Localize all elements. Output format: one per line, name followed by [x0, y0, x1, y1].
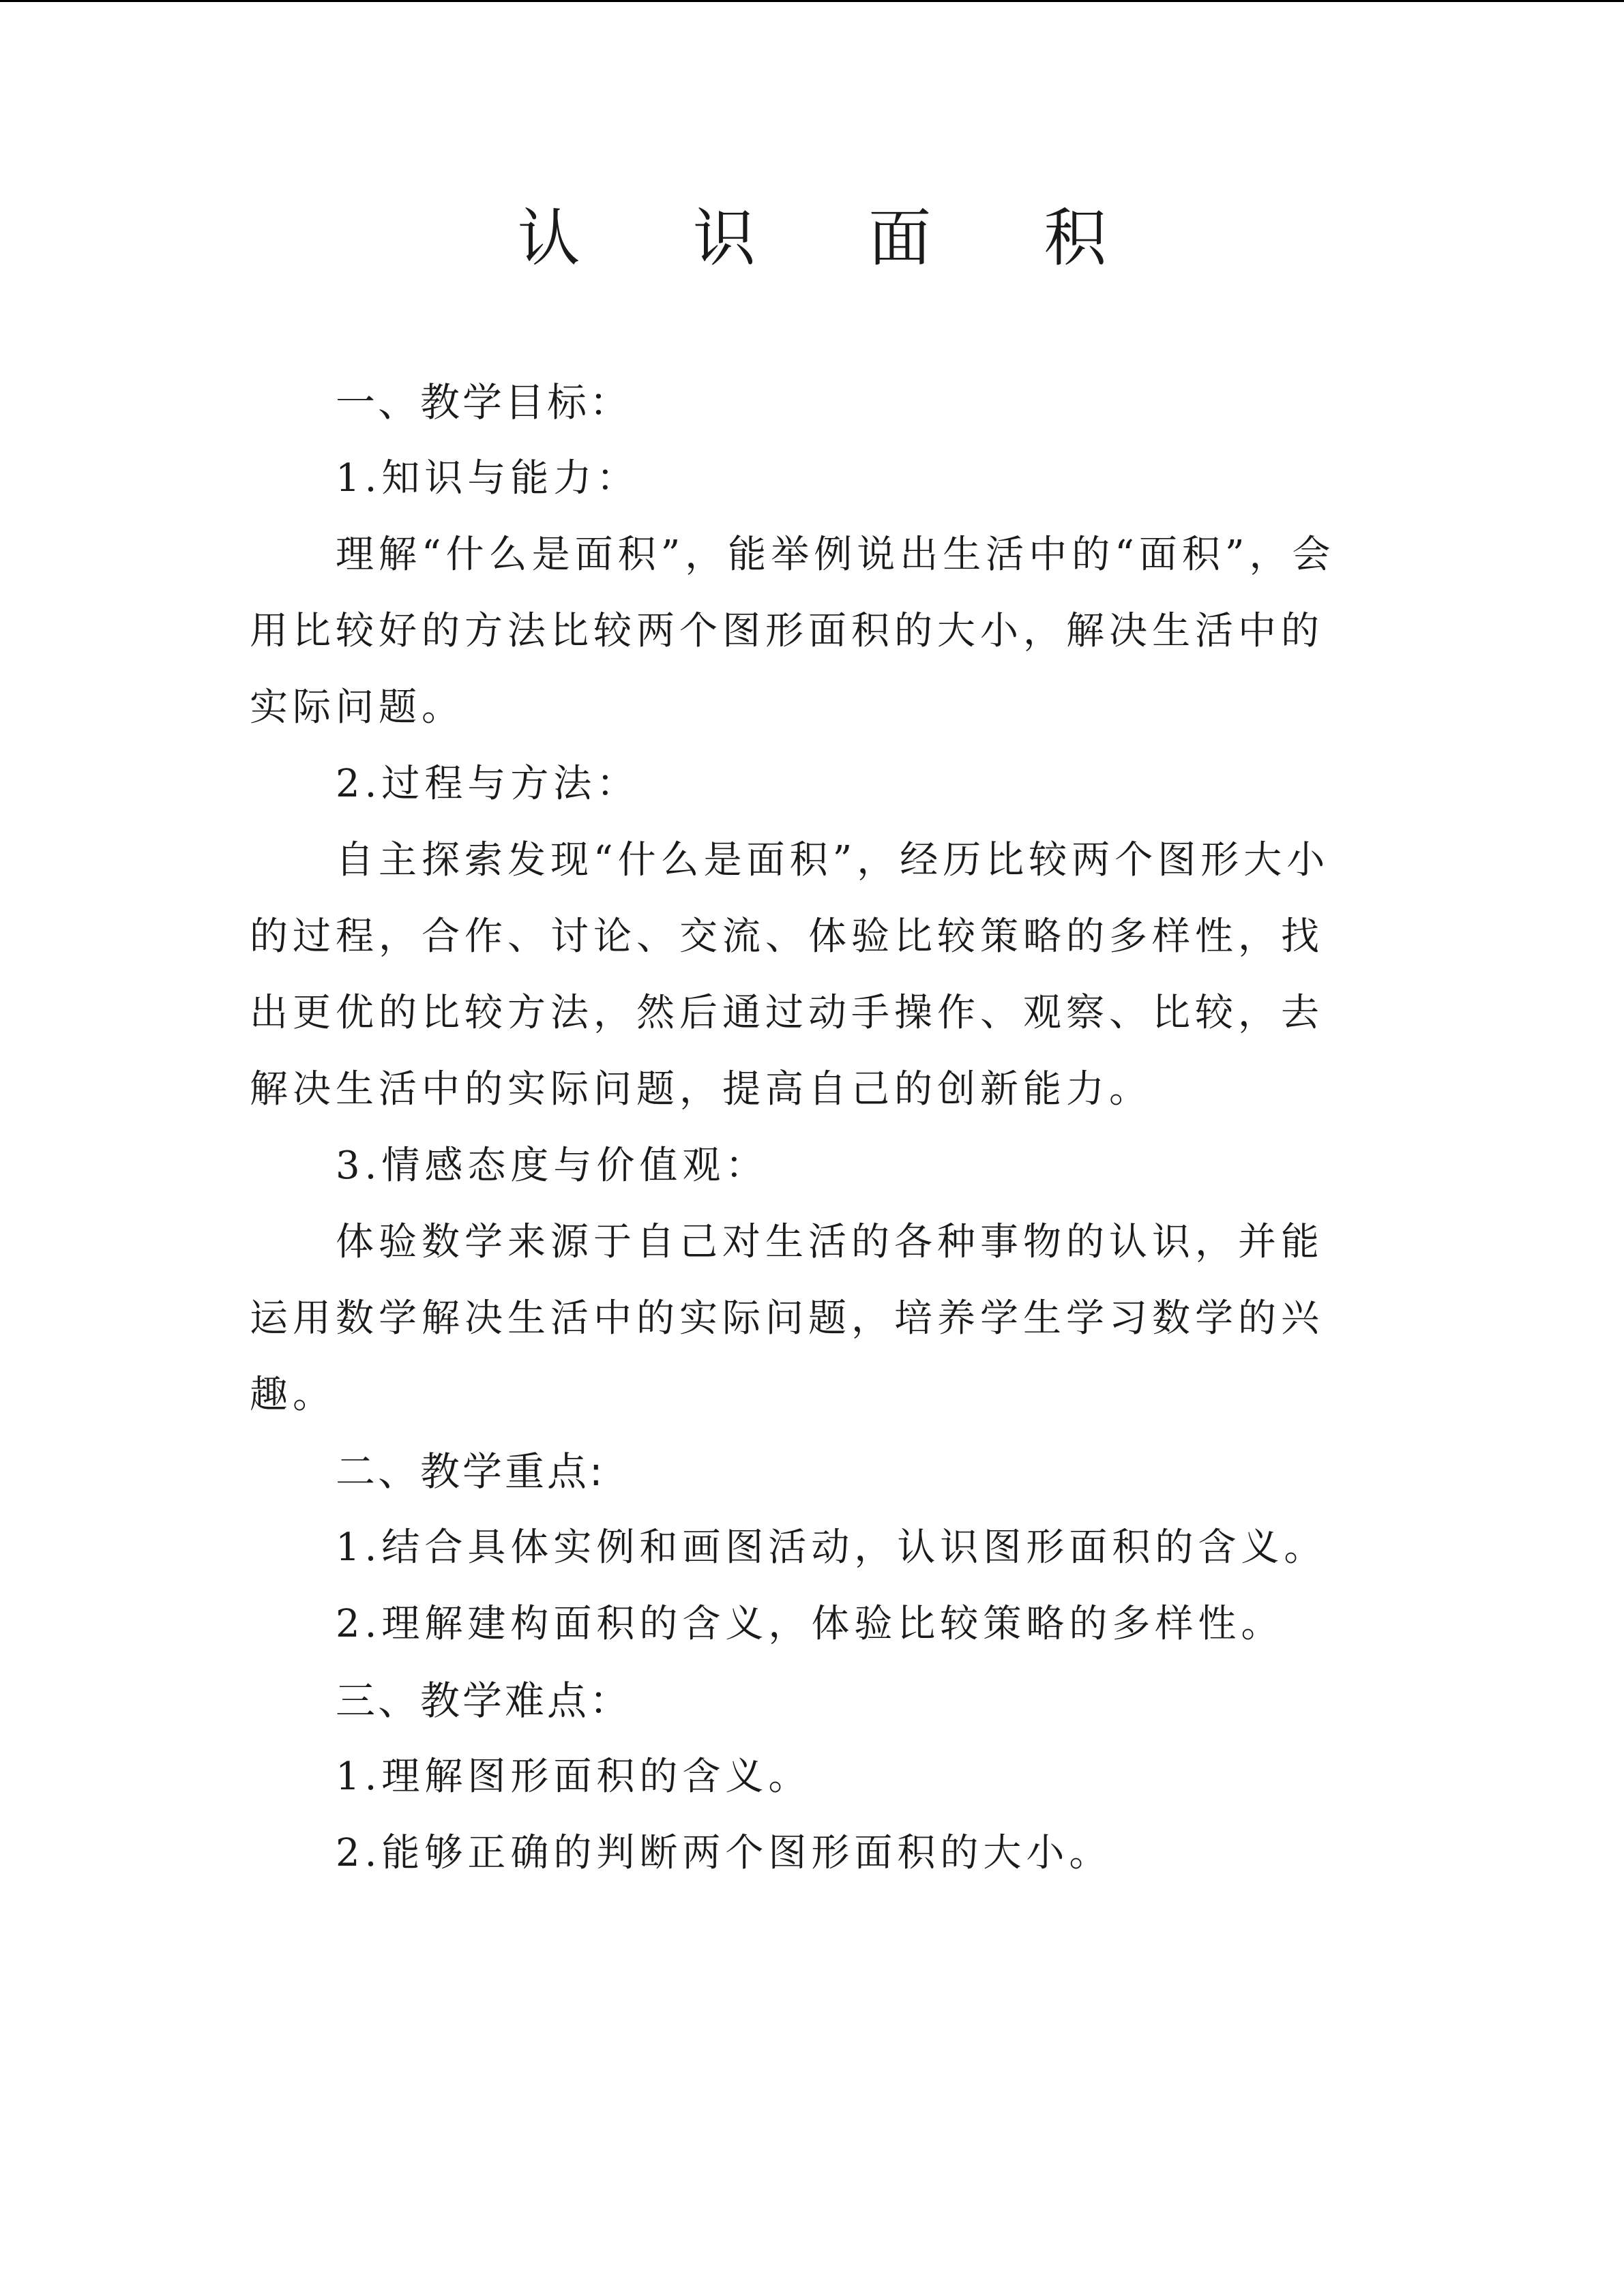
key-point-2: 2.理解建构面积的含义，体验比较策略的多样性。 [336, 1602, 1284, 1646]
document-title: 认 识 面 积 [517, 202, 1153, 275]
section-heading-objectives: 一、教学目标： [336, 379, 632, 426]
paragraph-knowledge-ability: 理解“什么是面积”，能举例说出生活中的“面积”，会用比较好的方法比较两个图形面积的大小，解决生活中的实际问题。 [250, 533, 1335, 730]
difficulty-1: 1.理解图形面积的含义。 [336, 1755, 812, 1799]
subheading-knowledge-ability: 1.知识与能力： [336, 456, 640, 501]
key-point-1: 1.结合具体实例和画图活动，认识图形面积的含义。 [336, 1525, 1327, 1570]
difficulty-2: 2.能够正确的判断两个图形面积的大小。 [336, 1831, 1112, 1875]
paragraph-emotion-values: 体验数学来源于自己对生活的各种事物的认识，并能运用数学解决生活中的实际问题，培养学生学习数学的兴趣。 [250, 1220, 1324, 1417]
paragraph-process-method: 自主探索发现“什么是面积”，经历比较两个图形大小的过程，合作、讨论、交流、体验比较策略的多样性，找出更优的比较方法，然后通过动手操作、观察、比较，去解决生活中的实际问题，提高自己的创新能力。 [250, 838, 1330, 1112]
section-heading-key-points: 二、教学重点: [336, 1448, 606, 1495]
section-heading-difficulties: 三、教学难点： [336, 1678, 632, 1724]
document-body [250, 364, 1341, 1892]
subheading-process-method: 2.过程与方法： [336, 762, 640, 806]
subheading-emotion-values: 3.情感态度与价值观： [336, 1144, 769, 1188]
